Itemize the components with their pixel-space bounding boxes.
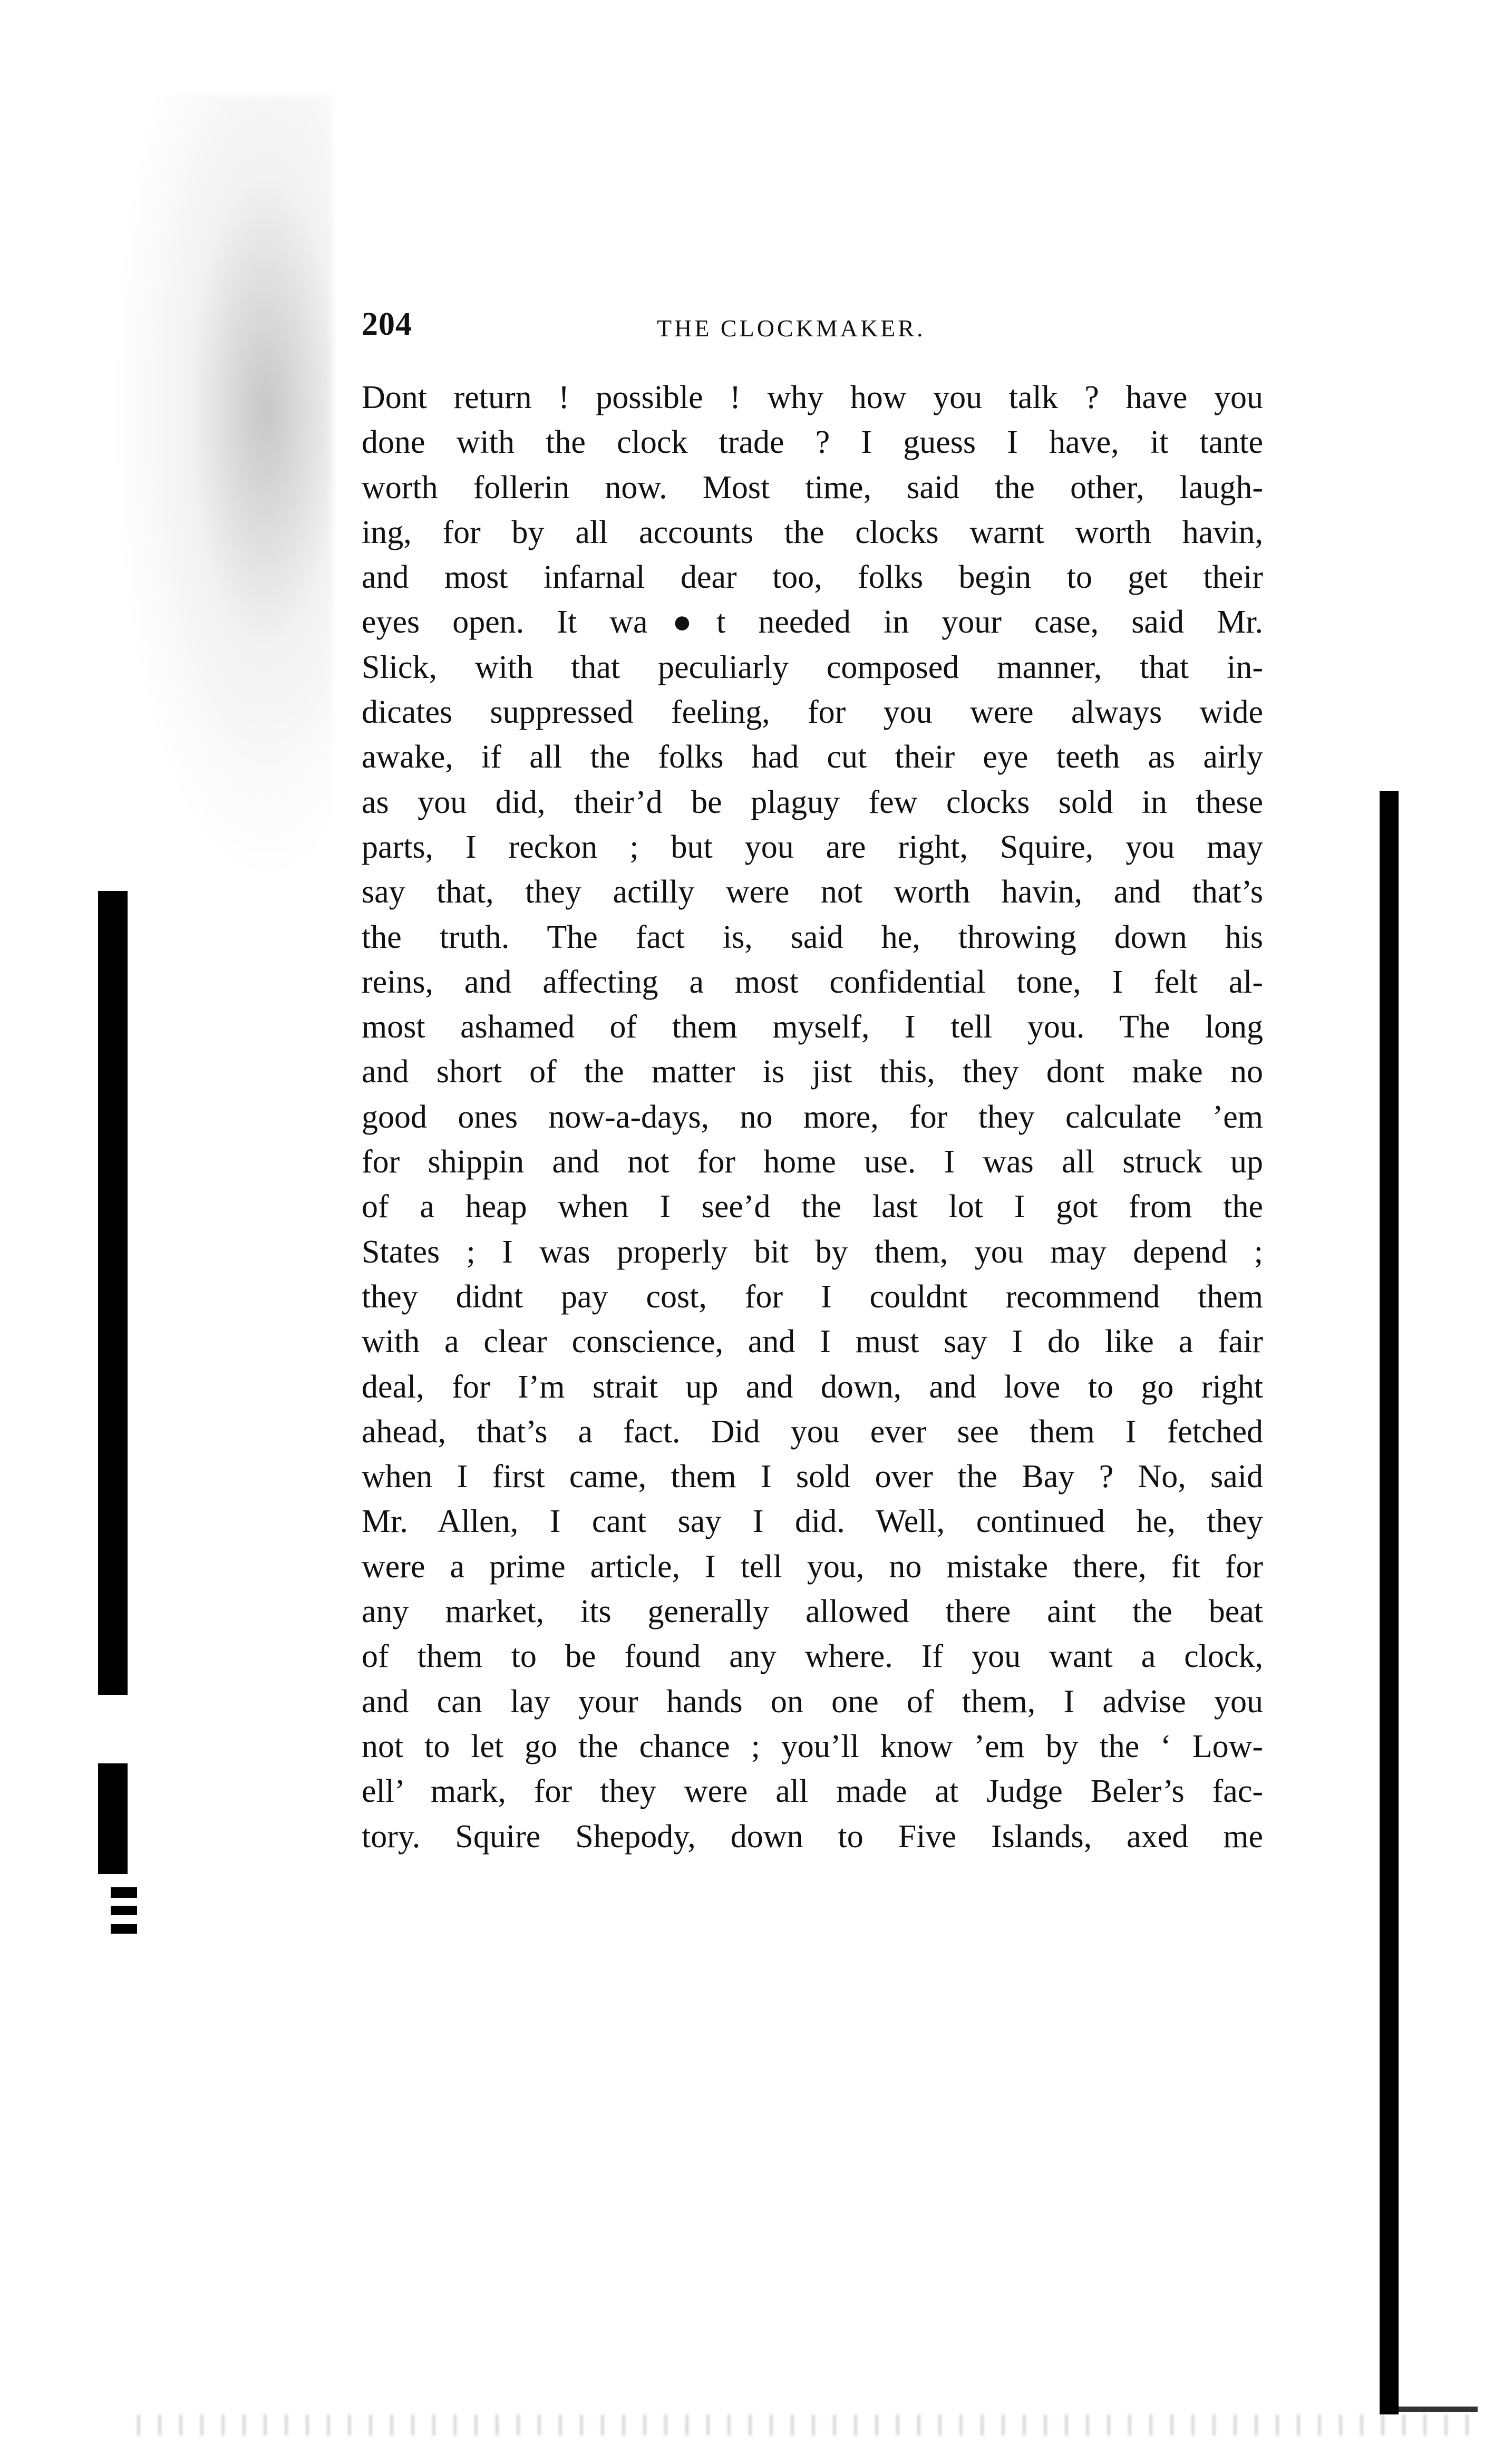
scan-tick-left	[111, 1924, 137, 1934]
text-line: ell’ mark, for they were all made at Judge Beler’s fac-	[362, 1773, 1263, 1810]
text-line: States ; I was properly bit by them, you may depend ;	[362, 1234, 1263, 1270]
text-line: parts, I reckon ; but you are right, Squire, you may	[362, 829, 1263, 865]
text-line: were a prime article, I tell you, no mistake there, fit for	[362, 1548, 1263, 1585]
text-line: good ones now-a-days, no more, for they calculate ’em	[362, 1099, 1263, 1135]
text-line: eyes open. It wa●t needed in your case, said Mr.	[362, 604, 1263, 641]
running-title: THE CLOCKMAKER.	[657, 315, 926, 342]
scan-bar-right	[1380, 791, 1399, 2414]
text-line: any market, its generally allowed there aint the beat	[362, 1594, 1263, 1630]
text-line: ahead, that’s a fact. Did you ever see them I fetched	[362, 1413, 1263, 1450]
text-line: deal, for I’m strait up and down, and love to go right	[362, 1369, 1263, 1405]
scan-tick-left	[111, 1887, 137, 1898]
text-line: Slick, with that peculiarly composed manner, that in-	[362, 649, 1263, 685]
text-line: the truth. The fact is, said he, throwing down his	[362, 919, 1263, 955]
scan-shadow-left	[111, 95, 332, 886]
scan-gap-left	[98, 1695, 128, 1763]
scan-bar-left	[98, 891, 128, 1724]
text-line: worth follerin now. Most time, said the other, laugh-	[362, 469, 1263, 506]
text-line: tory. Squire Shepody, down to Five Islands, axed me	[362, 1818, 1263, 1855]
body-text	[362, 375, 1263, 1859]
text-line: say that, they actilly were not worth havin, and that’s	[362, 874, 1263, 910]
text-line: of a heap when I see’d the last lot I got from the	[362, 1189, 1263, 1225]
text-line: ing, for by all accounts the clocks warnt worth havin,	[362, 514, 1263, 550]
text-line: for shippin and not for home use. I was all struck up	[362, 1144, 1263, 1180]
text-line: reins, and affecting a most confidential tone, I felt al-	[362, 964, 1263, 1000]
text-line: not to let go the chance ; you’ll know ’em by the ‘ Low-	[362, 1728, 1263, 1764]
scan-foot-right	[1399, 2407, 1478, 2412]
page-header	[362, 306, 1263, 353]
text-line: Dont return ! possible ! why how you talk ? have you	[362, 380, 1263, 415]
text-line: Mr. Allen, I cant say I did. Well, continued he, they	[362, 1503, 1263, 1540]
text-line: with a clear conscience, and I must say I do like a fair	[362, 1324, 1263, 1360]
text-line: they didnt pay cost, for I couldnt recommend them	[362, 1278, 1263, 1315]
text-line: dicates suppressed feeling, for you were always wide	[362, 694, 1263, 731]
text-line: when I first came, them I sold over the Bay ? No, said	[362, 1459, 1263, 1495]
text-line: as you did, their’d be plaguy few clocks sold in these	[362, 784, 1263, 820]
scan-tick-left	[111, 1906, 137, 1915]
text-line: and most infarnal dear too, folks begin to get their	[362, 559, 1263, 596]
text-line: most ashamed of them myself, I tell you. The long	[362, 1009, 1263, 1045]
text-line: awake, if all the folks had cut their eye teeth as airly	[362, 739, 1263, 775]
scan-bar-left-lower	[98, 1763, 128, 1874]
page-number: 204	[362, 306, 412, 342]
text-line: of them to be found any where. If you want a clock,	[362, 1638, 1263, 1675]
text-line: and can lay your hands on one of them, I advise you	[362, 1683, 1263, 1720]
scan-edge-bottom	[137, 2414, 1481, 2436]
text-line: and short of the matter is jist this, they dont make no	[362, 1054, 1263, 1090]
text-line: done with the clock trade ? I guess I have, it tante	[362, 424, 1263, 461]
